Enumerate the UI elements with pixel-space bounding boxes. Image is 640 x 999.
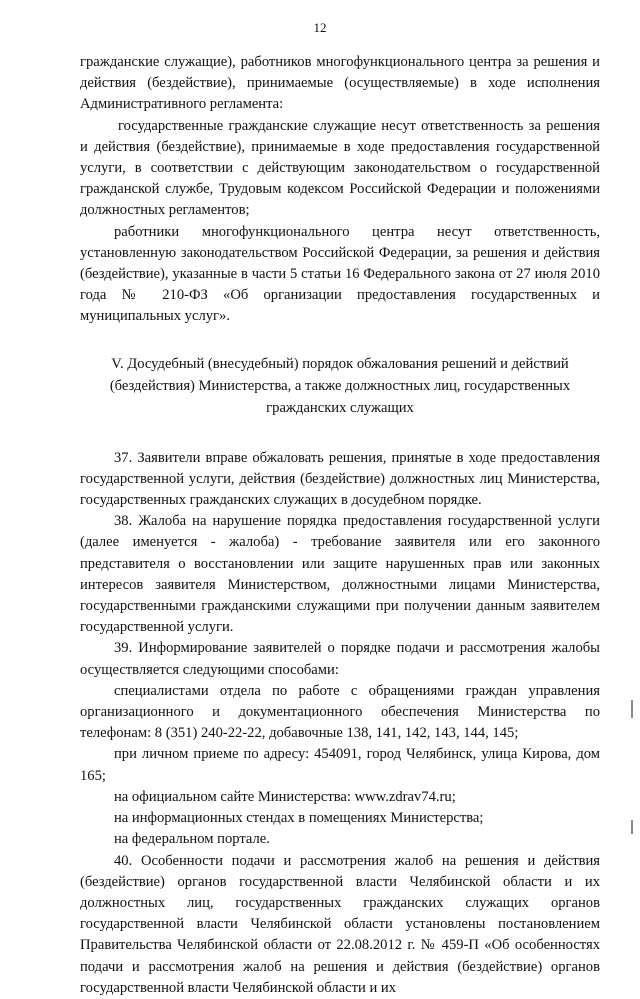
scan-artifact-line (631, 700, 633, 718)
scan-artifact-line (631, 820, 633, 834)
paragraph-continuation: гражданские служащие), работников многофункционального центра за решения и действия (бездействие), принимаемые (осуществляемые) в ходе исполнения Административного регламента: (80, 54, 600, 113)
document-body (80, 52, 600, 999)
section-heading: V. Досудебный (внесудебный) порядок обжалования решений и действий (бездействия) Министерства, а также должностных лиц, государственных гражданских служащих (109, 355, 571, 416)
paragraph-mfc-workers-responsibility: работники многофункционального центра несут ответственность, установленную законодательством Российской Федерации, за решения и действия (бездействие), указанные в части 5 статьи 16 Федерального закона от 27 июля 2010 года № 210-ФЗ «Об организации предоставления государственных и муниципальных услуг». (80, 223, 600, 325)
paragraph-40: 40. Особенности подачи и рассмотрения жалоб на решения и действия (бездействие) органов государственной власти Челябинской области и их должностных лиц, государственных гражданских служащих органов государственной власти Челябинской области установлены постановлением Правительства Челябинской области от 22.08.2012 г. № 459-П «Об особенностях подачи и рассмотрения жалоб на решения и действия (бездействие) органов государственной власти Челябинской области и их (80, 852, 600, 996)
paragraph-39: 39. Информирование заявителей о порядке подачи и рассмотрения жалобы осуществляется следующими способами: (80, 640, 600, 678)
list-item-website: на официальном сайте Министерства: www.zdrav74.ru; (114, 788, 456, 805)
page-number: 12 (313, 20, 327, 35)
paragraph-38: 38. Жалоба на нарушение порядка предоставления государственной услуги (далее именуется - жалоба) - требование заявителя или его законного представителя о восстановлении или защите нарушенных прав или законных интересов заявителя Министерством, должностными лицами Министерства, государственными гражданскими служащими при получении данным заявителем государственной услуги. (80, 513, 600, 636)
paragraph-37: 37. Заявители вправе обжаловать решения, принятые в ходе предоставления государственной услуги, действия (бездействие) должностных лиц Министерства, государственных гражданских служащих в досудебном порядке. (80, 449, 600, 509)
paragraph-civil-servants-responsibility: государственные гражданские служащие несут ответственность за решения и действия (бездействие), принимаемые в ходе предоставления государственной услуги, в соответствии с действующим законодательством о государственной гражданской службе, Трудовым кодексом Российской Федерации и положениями должностных регламентов; (80, 117, 600, 219)
list-item-phone: специалистами отдела по работе с обращениями граждан управления организационного и документационного обеспечения Министерства по телефонам: 8 (351) 240-22-22, добавочные 138, 141, 142, 143, 144, 145; (80, 682, 600, 742)
list-item-info-stands: на информационных стендах в помещениях Министерства; (114, 810, 484, 827)
list-item-personal-reception: при личном приеме по адресу: 454091, город Челябинск, улица Кирова, дом 165; (80, 746, 600, 784)
list-item-federal-portal: на федеральном портале. (114, 831, 270, 848)
